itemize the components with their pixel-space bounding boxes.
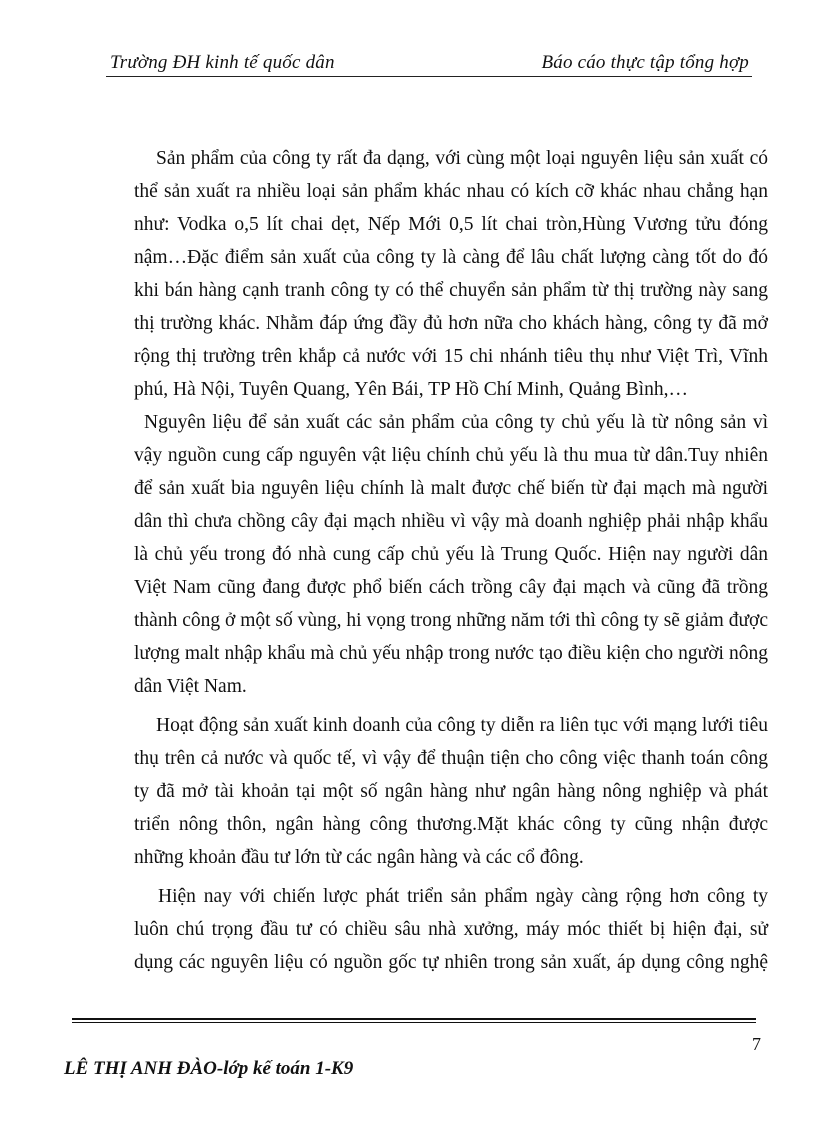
text-line: thụ trên cả nước và quốc tế, vì vậy để thuận tiện cho công việc thanh toán công [134,748,768,769]
text-line: luôn chú trọng đầu tư có chiều sâu nhà xưởng, máy móc thiết bị hiện đại, sử [134,919,768,940]
text-line: dân thì chưa chồng cây đại mạch nhiều vì vậy mà doanh nghiệp phải nhập khẩu [134,511,768,532]
footer-author: LÊ THỊ ANH ĐÀO-lớp kế toán 1-K9 [64,1058,354,1079]
text-line: ty đã mở tài khoản tại một số ngân hàng như ngân hàng nông nghiệp và phát [134,781,768,802]
text-line: thị trường khác. Nhằm đáp ứng đầy đủ hơn nữa cho khách hàng, công ty đã mở [134,313,768,334]
page-number: 7 [752,1034,761,1054]
paragraph-business-activity [134,709,768,874]
text-line: triển nông thôn, ngân hàng công thương.Mặt khác công ty cũng nhận được [134,814,768,835]
text-line: vậy nguồn cung cấp nguyên vật liệu chính chủ yếu là thu mua từ dân.Tuy nhiên [134,445,768,466]
paragraph-strategy [134,880,768,979]
text-line: là chủ yếu trong đó nhà cung cấp chủ yếu là Trung Quốc. Hiện nay người dân [134,544,768,565]
text-line: nậm…Đặc điểm sản xuất của công ty là càng để lâu chất lượng càng tốt do đó [134,247,768,268]
text-line: thành công ở một số vùng, hi vọng trong những năm tới thì công ty sẽ giảm được [134,610,768,631]
text-line: rộng thị trường trên khắp cả nước với 15 chi nhánh tiêu thụ như Việt Trì, Vĩnh [134,346,768,367]
header-divider [106,76,752,77]
text-line: như: Vodka o,5 lít chai dẹt, Nếp Mới 0,5 lít chai tròn,Hùng Vương tửu đóng [134,214,768,235]
text-line: dụng các nguyên liệu có nguồn gốc tự nhiên trong sản xuất, áp dụng công nghệ [134,952,768,973]
text-line: Hoạt động sản xuất kinh doanh của công ty diễn ra liên tục với mạng lưới tiêu [156,715,768,736]
text-line: Nguyên liệu để sản xuất các sản phẩm của công ty chủ yếu là từ nông sản vì [144,412,768,433]
header-school: Trường ĐH kinh tế quốc dân [110,52,335,73]
paragraph-products [134,142,768,406]
footer-divider [72,1018,756,1020]
text-line: phú, Hà Nội, Tuyên Quang, Yên Bái, TP Hồ Chí Minh, Quảng Bình,… [134,379,688,400]
page-header [106,52,751,76]
text-line: dân Việt Nam. [134,676,247,697]
header-report-title: Báo cáo thực tập tổng hợp [541,52,749,73]
paragraph-raw-materials [134,406,768,703]
text-line: lượng malt nhập khẩu mà chủ yếu nhập trong nước tạo điều kiện cho người nông [134,643,768,664]
text-line: để sản xuất bia nguyên liệu chính là malt được chế biến từ đại mạch mà người [134,478,768,499]
text-line: thể sản xuất ra nhiều loại sản phẩm khác nhau có kích cỡ khác nhau chẳng hạn [134,181,768,202]
footer-divider-thin [72,1022,756,1023]
text-line: Hiện nay với chiến lược phát triển sản phẩm ngày càng rộng hơn công ty [158,886,768,907]
text-line: Sản phẩm của công ty rất đa dạng, với cùng một loại nguyên liệu sản xuất có [156,148,768,169]
document-body [134,138,768,979]
text-line: khi bán hàng cạnh tranh công ty có thể chuyển sản phẩm từ thị trường này sang [134,280,768,301]
text-line: những khoản đầu tư lớn từ các ngân hàng và các cổ đông. [134,847,584,868]
text-line: Việt Nam cũng đang được phổ biến cách trồng cây đại mạch và cũng đã trồng [134,577,768,598]
